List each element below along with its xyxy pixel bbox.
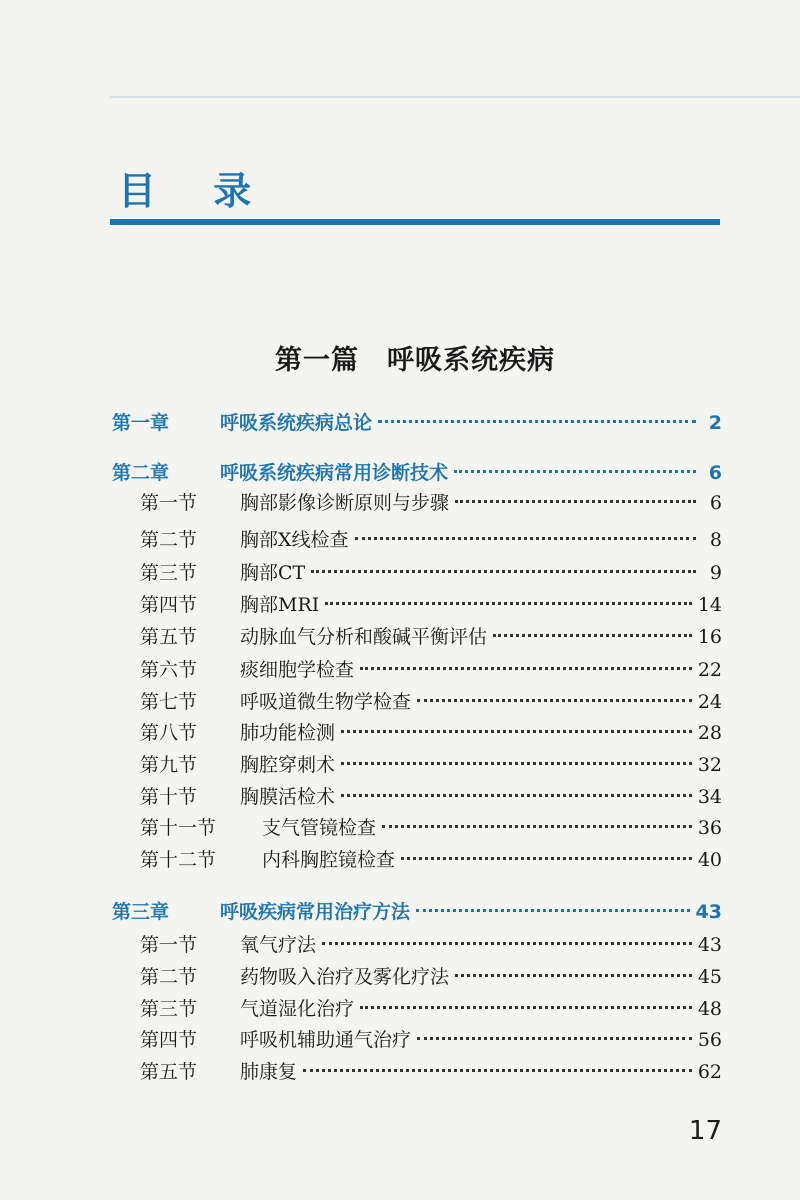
toc-section-row[interactable] (112, 525, 722, 557)
toc-entry-title: 呼吸系统疾病总论 (220, 412, 373, 434)
toc-section-row[interactable] (112, 655, 722, 687)
toc-entry-page: 56 (697, 1029, 722, 1051)
dot-leader (341, 762, 692, 765)
toc-entry-title: 药物吸入治疗及雾化疗法 (240, 966, 450, 988)
toc-section-row[interactable] (112, 558, 722, 590)
toc-section-row[interactable] (112, 622, 722, 654)
dot-leader (454, 470, 696, 473)
dot-leader (341, 794, 692, 797)
title-block (110, 165, 720, 225)
toc-entry-label (112, 1057, 297, 1084)
toc-entry-label (112, 1025, 411, 1052)
toc-section-row[interactable] (112, 782, 722, 814)
toc-entry-number: 第二节 (140, 966, 198, 988)
header-rule (110, 36, 800, 98)
dot-leader (493, 634, 692, 637)
toc-entry-page: 24 (697, 691, 722, 713)
toc-entry-number: 第三节 (140, 998, 198, 1020)
toc-entry-label (112, 782, 335, 809)
dot-leader (325, 602, 692, 605)
toc-entry-title: 胸部MRI (240, 594, 320, 616)
toc-entry-label (112, 750, 335, 777)
toc-entry-title: 气道湿化治疗 (240, 998, 355, 1020)
dot-leader (341, 730, 692, 733)
toc-entry-label (112, 687, 411, 714)
toc-entry-number: 第十节 (140, 786, 198, 808)
toc-entry-label (112, 994, 354, 1021)
toc-entry-label (112, 408, 372, 435)
toc-entry-number: 第四节 (140, 1029, 198, 1051)
toc-entry-page: 45 (697, 966, 722, 988)
toc-section-row[interactable] (112, 750, 722, 782)
toc-entry-title: 胸部影像诊断原则与步骤 (240, 492, 450, 514)
dot-leader (303, 1069, 692, 1072)
dot-leader (360, 667, 692, 670)
toc-section-row[interactable] (112, 994, 722, 1026)
toc-entry-title: 呼吸机辅助通气治疗 (240, 1029, 412, 1051)
toc-entry-title: 胸膜活检术 (240, 786, 336, 808)
toc-entry-page: 28 (697, 722, 722, 744)
toc-entry-page: 40 (697, 849, 722, 871)
toc-entry-page: 62 (697, 1061, 722, 1083)
toc-section-row[interactable] (112, 813, 722, 845)
toc-entry-page: 16 (697, 626, 722, 648)
dot-leader (360, 1006, 692, 1009)
toc-entry-label (112, 845, 395, 872)
toc-entry-number: 第二章 (112, 462, 170, 484)
toc-section-row[interactable] (112, 962, 722, 994)
toc-entry-title: 胸腔穿刺术 (240, 754, 336, 776)
toc-entry-label (112, 718, 335, 745)
toc-entry-title: 呼吸道微生物学检查 (240, 691, 412, 713)
toc-entry-number: 第五节 (140, 626, 198, 648)
dot-leader (455, 974, 692, 977)
dot-leader (417, 1037, 692, 1040)
toc-entry-title: 动脉血气分析和酸碱平衡评估 (240, 626, 488, 648)
toc-entry-page: 2 (708, 412, 722, 434)
toc-entry-number: 第一节 (140, 934, 198, 956)
toc-entry-title: 呼吸疾病常用治疗方法 (220, 901, 411, 923)
page-number: 17 (688, 1116, 722, 1146)
toc-entry-label (112, 590, 319, 617)
toc-entry-title: 胸部CT (240, 562, 306, 584)
dot-leader (382, 825, 692, 828)
toc-entry-label (112, 458, 448, 485)
toc-entry-number: 第三节 (140, 562, 198, 584)
toc-entry-number: 第十二节 (140, 849, 217, 871)
toc-entry-number: 第七节 (140, 691, 198, 713)
toc-entry-page: 43 (697, 934, 722, 956)
toc-entry-title: 肺功能检测 (240, 722, 336, 744)
toc-entry-page: 6 (709, 492, 722, 514)
toc-entry-number: 第八节 (140, 722, 198, 744)
toc-entry-number: 第五节 (140, 1061, 198, 1083)
toc-entry-title: 胸部X线检查 (240, 529, 349, 551)
toc-entry-number: 第四节 (140, 594, 198, 616)
dot-leader (417, 699, 692, 702)
toc-entry-title: 氧气疗法 (240, 934, 317, 956)
part-title-name: 呼吸系统疾病 (387, 345, 555, 376)
toc-entry-number: 第二节 (140, 529, 198, 551)
toc-entry-label (112, 558, 305, 585)
dot-leader (455, 500, 696, 503)
toc-entry-page: 9 (709, 562, 722, 584)
toc-entry-page: 48 (697, 998, 722, 1020)
toc-entry-number: 第一章 (112, 412, 170, 434)
toc-entry-title: 支气管镜检查 (262, 817, 377, 839)
toc-entry-number: 第一节 (140, 492, 198, 514)
dot-leader (311, 570, 696, 573)
toc-section-row[interactable] (112, 930, 722, 962)
toc-section-row[interactable] (112, 1025, 722, 1057)
toc-section-row[interactable] (112, 590, 722, 622)
toc-entry-label (112, 525, 349, 552)
toc-entry-number: 第九节 (140, 754, 198, 776)
toc-section-row[interactable] (112, 687, 722, 719)
page-title: 目 录 (118, 169, 274, 213)
toc-entry-title: 内科胸腔镜检查 (262, 849, 396, 871)
toc-section-row[interactable] (112, 845, 722, 877)
toc-entry-label (112, 930, 316, 957)
part-title (0, 338, 800, 377)
dot-leader (416, 909, 690, 912)
toc-entry-page: 14 (697, 594, 722, 616)
toc-chapter-row[interactable] (112, 408, 722, 440)
dot-leader (322, 942, 692, 945)
toc-entry-page: 8 (709, 529, 722, 551)
dot-leader (401, 857, 692, 860)
dot-leader (355, 537, 696, 540)
part-title-number: 第一篇 (275, 345, 359, 376)
dot-leader (378, 420, 696, 423)
toc-entry-page: 22 (697, 659, 722, 681)
toc-entry-number: 第三章 (112, 901, 170, 923)
toc-entry-number: 第十一节 (140, 817, 217, 839)
toc-entry-page: 43 (695, 901, 722, 923)
toc-entry-page: 36 (697, 817, 722, 839)
toc-entry-label (112, 655, 354, 682)
title-underline (110, 219, 720, 225)
toc-entry-label (112, 488, 449, 515)
toc-entry-title: 肺康复 (240, 1061, 298, 1083)
toc-entry-page: 6 (708, 462, 722, 484)
toc-entry-page: 32 (697, 754, 722, 776)
toc-entry-label (112, 897, 410, 924)
toc-section-row[interactable] (112, 1057, 722, 1089)
toc-entry-label (112, 813, 376, 840)
toc-entry-label (112, 962, 449, 989)
toc-entry-number: 第六节 (140, 659, 198, 681)
toc-entry-title: 呼吸系统疾病常用诊断技术 (220, 462, 449, 484)
toc-chapter-row[interactable] (112, 458, 722, 490)
toc-entry-label (112, 622, 487, 649)
toc-section-row[interactable] (112, 488, 722, 520)
toc-entry-title: 痰细胞学检查 (240, 659, 355, 681)
toc-chapter-row[interactable] (112, 897, 722, 929)
toc-entry-page: 34 (697, 786, 722, 808)
toc-section-row[interactable] (112, 718, 722, 750)
